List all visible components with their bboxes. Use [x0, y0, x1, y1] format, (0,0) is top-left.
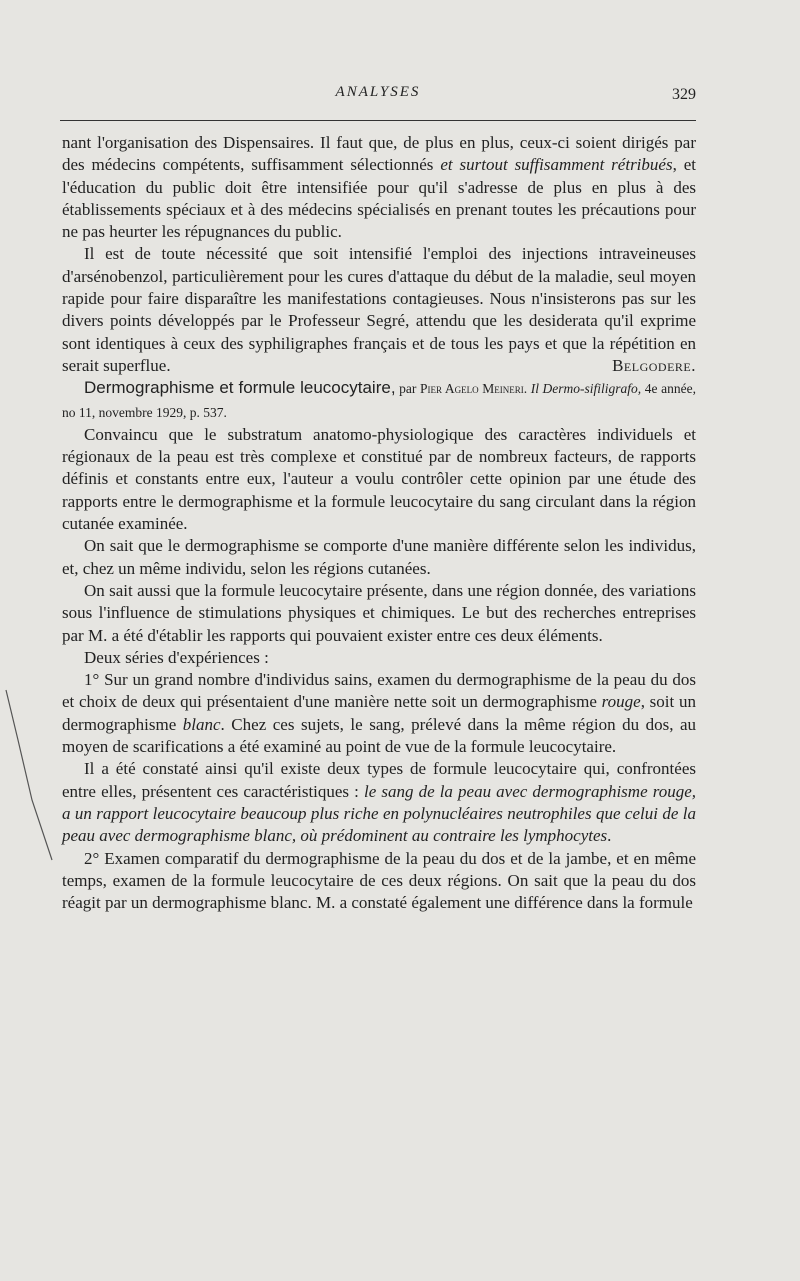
article-journal: Il Dermo-sifiligrafo, [527, 381, 642, 397]
paragraph-experiment-1 [62, 669, 696, 758]
p7-rouge: rouge [601, 692, 641, 712]
article-heading [62, 377, 696, 424]
p8-text-a: Il a été constaté ainsi qu'il existe deux types de formule leucocytaire qui, confrontées entre elles, présentent ces caractéristiques : [62, 759, 696, 801]
body-text [62, 132, 696, 914]
review-signature: Belgodere. [612, 355, 696, 375]
p1-emphasis: et surtout suffisamment rétribués [440, 155, 673, 175]
running-head: ANALYSES [335, 84, 421, 100]
margin-pencil-mark [4, 680, 64, 880]
p1-text-a: nant l'organisation des Dispensaires. Il faut que, de plus en plus, ceux-ci soient dirigés par des médecins compétents, suffisamment sélectionnés [62, 133, 696, 175]
paragraph-substratum: Convaincu que le substratum anatomo-physiologique des caractères individuels et régionaux de la peau est très complexe et constitué par de nombreux facteurs, de rapports définis et constants entre eux, l'auteur a voulu contrôler cette opinion par une étude des rapports entre le dermographisme et la formule leucocytaire du sang circulant dans la région cutanée examinée. [62, 424, 696, 534]
p7-text-a: 1° Sur un grand nombre d'individus sains, examen du dermographisme de la peau du dos et choix de deux qui présentaient d'une manière nette soit un dermographisme [62, 670, 696, 712]
article-by: par [395, 381, 420, 397]
article-author: Pier Agelo Meineri. [420, 381, 528, 397]
paragraph-dermographisme: On sait que le dermographisme se comporte d'une manière différente selon les individus, et, chez un même individu, selon les régions cutanées. [62, 536, 696, 578]
paragraph-formule: On sait aussi que la formule leucocytaire présente, dans une région donnée, des variations sous l'influence de stimulations physiques et chimiques. Le but des recherches entreprises par M. a été d'établir les rapports qui pouvaient exister entre ces deux éléments. [62, 580, 696, 645]
paragraph-arsenobenzol [62, 243, 696, 377]
p8-emphasis: le sang de la peau avec dermographisme rouge, a un rapport leucocytaire beaucoup plus riche en polynucléaires neutrophiles que celui de la peau avec dermographisme blanc, où prédominent au contraire les lymphocytes [62, 781, 696, 846]
paragraph-series: Deux séries d'expériences : [84, 647, 269, 667]
paragraph-results [62, 758, 696, 847]
p1-text-c: , et l'éducation du public doit être intensifiée pour qu'il s'adresse de plus en plus à des établissements spéciaux et à des médecins spécialisés en prenant toutes les précautions pour ne pas heurter les répugnances du public. [62, 155, 696, 242]
p7-text-e: . Chez ces sujets, le sang, prélevé dans la même région du dos, au moyen de scarifications a été examiné au point de vue de la formule leucocytaire. [62, 714, 697, 757]
p2-text: Il est de toute nécessité que soit intensifié l'emploi des injections intraveineuses d'arsénobenzol, particulièrement pour les cures d'attaque du début de la maladie, seul moyen rapide pour faire disparaître les manifestations contagieuses. Nous n'insisterons pas sur les divers points développés par le Professeur Segré, attendu que les desiderata qu'il exprime sont identiques à ceux des syphiligraphes français et de tous les pays et que la répétition en serait superflue. [62, 244, 696, 375]
page-header [60, 84, 696, 114]
paragraph-experiment-2: 2° Examen comparatif du dermographisme de la peau du dos et de la jambe, et en même temps, examen de la formule leucocytaire de ces deux régions. On sait que la peau du dos réagit par un dermographisme blanc. M. a constaté également une différence dans la formule [62, 848, 696, 913]
article-title: Dermographisme et formule leucocytaire, [84, 378, 396, 398]
p7-text-c: , soit un dermographisme [62, 692, 696, 734]
p7-blanc: blanc [182, 714, 221, 734]
paragraph-continuation [62, 132, 696, 243]
article-reference: 4e année, no 11, novembre 1929, p. 537. [62, 381, 696, 420]
p8-text-c: . [607, 826, 612, 846]
header-rule [60, 120, 696, 121]
page-number: 329 [672, 86, 696, 103]
